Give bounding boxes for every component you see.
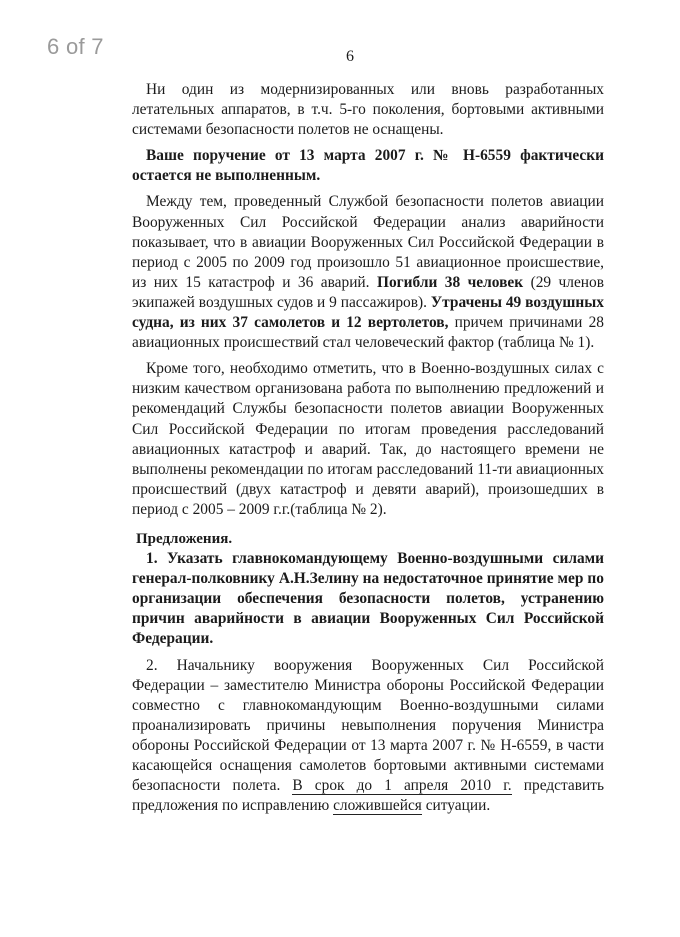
page-indicator: 6 of 7 — [47, 34, 104, 59]
paragraph-recommendations: Кроме того, необходимо отметить, что в Военно-воздушных силах с низким качеством организована работа по выполнению предложений и рекомендаций Службы безопасности полетов авиации Вооруженных Сил Российской Федерации по итогам проведения расследований авиационных катастроф и аварий. Так, до настоящего времени не выполнены рекомендации по итогам расследований 11-ти авиационных происшествий (двух катастроф и девяти аварий), произошедших в период с 2005 – 2009 г.г.(таблица № 2). — [132, 360, 604, 518]
paragraph-aircraft-systems: Ни один из модернизированных или вновь разработанных летательных аппаратов, в т.ч. 5-го поколения, бортовыми активными системами безопасности полетов не оснащены. — [132, 81, 604, 139]
proposal-item-1: 1. Указать главнокомандующему Военно-воздушными силами генерал-полковнику А.Н.Зелину на недостаточное принятие мер по организации обеспечения безопасности полетов, устранению причин аварийности в авиации Вооруженных Сил Российской Федерации. — [132, 550, 604, 648]
fatalities-text: Погибли 38 человек — [376, 273, 524, 291]
accident-analysis-text: Между тем, проведенный Службой безопасности полетов авиации Вооруженных Сил Российской Федерации анализ аварийности показывает, что в авиации Вооруженных Сил Российской Федерации в период с 2005 по 2009 год произошло 51 авиационное происшествие, из них 15 катастроф и 36 аварий. — [132, 193, 604, 291]
proposal-item-2-text: 2. Начальнику вооружения Вооруженных Сил Российской Федерации – заместителю Министра обороны Российской Федерации совместно с главнокомандующим Военно-воздушными силами проанализировать причины невыполнения поручения Министра обороны Российской Федерации от 13 марта 2007 г. № Н-6559, в части касающейся оснащения самолетов бортовыми активными системами безопасности полета. — [132, 656, 604, 795]
page-number: 6 — [346, 48, 354, 65]
paragraph-order-not-executed: Ваше поручение от 13 марта 2007 г. № Н-6559 фактически остается не выполненным. — [132, 147, 604, 185]
human-factor-text: причем причинами 28 авиационных происшествий стал человеческий фактор (таблица № 1). — [132, 314, 604, 352]
crew-passengers-text: (29 членов экипажей воздушных судов и 9 пассажиров). — [132, 273, 604, 311]
aircraft-lost-text: Утрачены 49 воздушных судна, из них 37 самолетов и 12 вертолетов, — [132, 293, 605, 332]
situation-underlined: сложившейся — [333, 797, 422, 815]
proposal-item-2-text-c: ситуации. — [421, 797, 491, 815]
deadline-underlined: В срок до 1 апреля 2010 г. — [292, 777, 512, 795]
proposal-item-2-text-b: представить предложения по исправлению — [132, 777, 604, 815]
proposals-heading: Предложения. — [136, 530, 233, 547]
paragraph-accident-analysis — [132, 192, 604, 353]
proposal-item-2 — [132, 656, 604, 817]
document-body — [132, 80, 604, 816]
